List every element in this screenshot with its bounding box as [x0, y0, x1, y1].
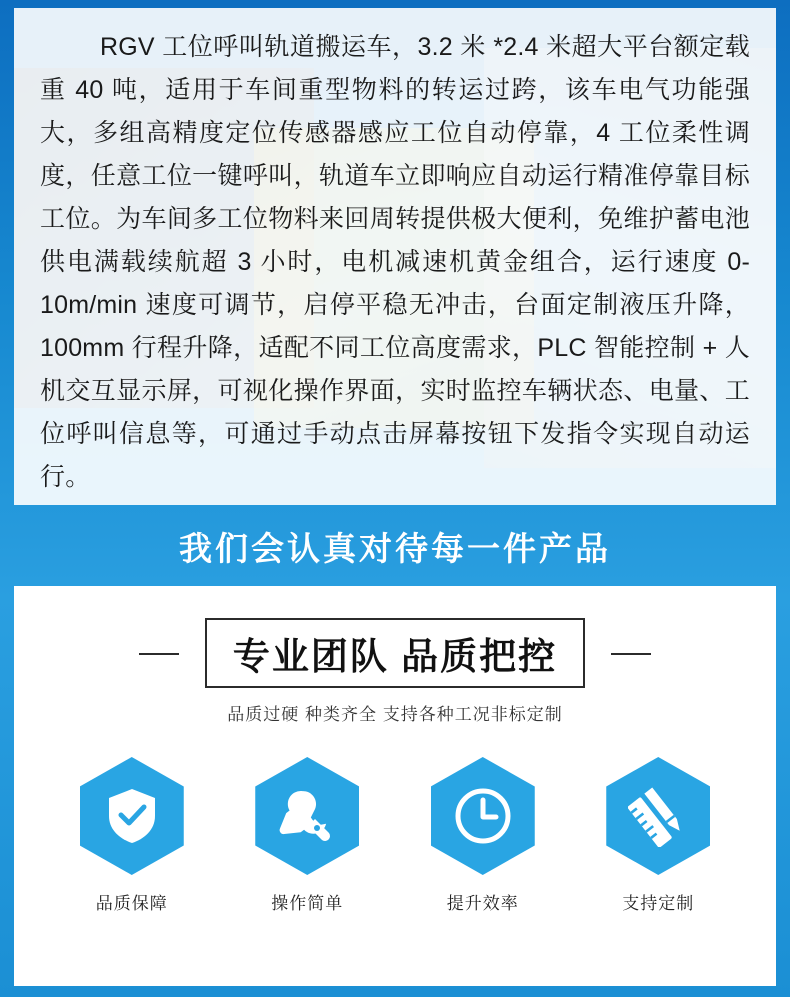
quality-title-wrap — [155, 622, 635, 684]
slogan-text: 我们会认真对待每一件产品 — [179, 529, 611, 567]
quality-subtitle: 品质过硬 种类齐全 支持各种工况非标定制 — [227, 705, 563, 724]
description-panel — [14, 8, 776, 505]
feature-list — [14, 757, 776, 914]
ruler-pen-icon — [606, 757, 710, 875]
title-rule-right — [611, 653, 651, 655]
title-rule-left — [139, 653, 179, 655]
feature-label: 提升效率 — [446, 894, 519, 913]
feature-label: 品质保障 — [95, 894, 168, 913]
feature-item-quality — [57, 757, 207, 914]
wrench-screwdriver-icon — [255, 757, 359, 875]
quality-title: 专业团队 品质把控 — [232, 636, 558, 677]
description-text: RGV 工位呼叫轨道搬运车，3.2 米 *2.4 米超大平台额定载重 40 吨，适用于车间重型物料的转运过跨，该车电气功能强大，多组高精度定位传感器感应工位自动停靠，4 工位柔性调度，任意工位一键呼叫，轨道车立即响应自动运行精准停靠目标工位。为车间多工位物料来回周转提供极大便利，免维护蓄电池供电满载续航超 3 小时，电机减速机黄金组合，运行速度 0-10m/min 速度可调节，启停平稳无冲击，台面定制液压升降，100mm 行程升降，适配不同工位高度需求，PLC 智能控制 + 人机交互显示屏，可视化操作界面，实时监控车辆状态、电量、工位呼叫信息等，可通过手动点击屏幕按钮下发指令实现自动运行。 — [40, 33, 750, 491]
clock-icon — [431, 757, 535, 875]
feature-item-easy-operation — [232, 757, 382, 914]
feature-label: 支持定制 — [622, 894, 695, 913]
quality-card — [14, 586, 776, 986]
feature-label: 操作简单 — [271, 894, 344, 913]
shield-check-icon — [80, 757, 184, 875]
feature-item-efficiency — [408, 757, 558, 914]
quality-title-box — [205, 618, 585, 688]
feature-item-customization — [583, 757, 733, 914]
slogan-banner — [0, 513, 790, 579]
